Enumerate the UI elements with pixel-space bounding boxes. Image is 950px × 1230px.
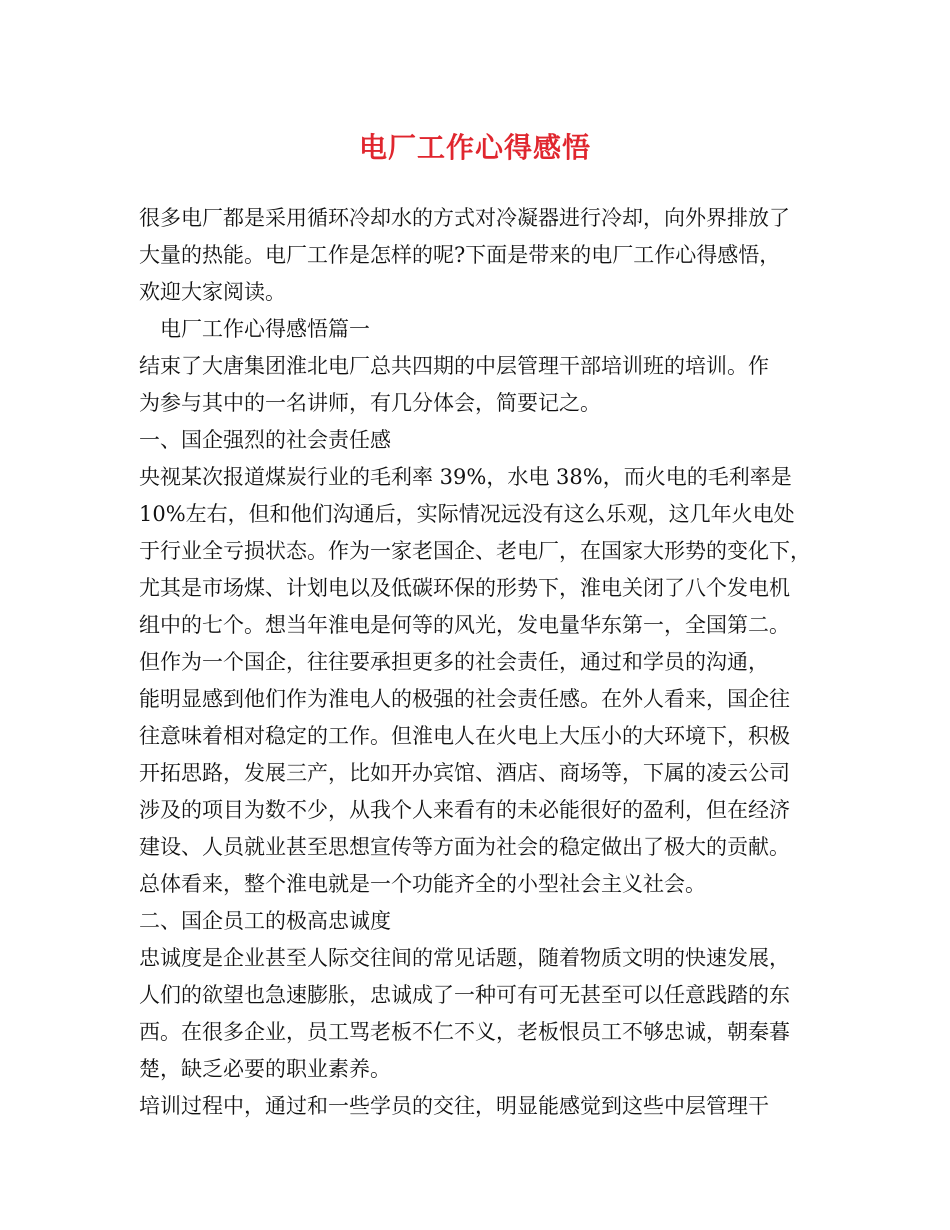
text-line: 但作为一个国企，往往要承担更多的社会责任，通过和学员的沟通，	[139, 650, 769, 674]
text-line: 往意味着相对稳定的工作。但淮电人在火电上大压小的大环境下，积极	[139, 724, 790, 748]
text-line: 能明显感到他们作为淮电人的极强的社会责任感。在外人看来，国企往	[139, 687, 790, 711]
text-line: 为参与其中的一名讲师，有几分体会，简要记之。	[139, 391, 601, 415]
document-title: 电厂工作心得感悟	[358, 131, 591, 164]
text-line: 10%左右，但和他们沟通后，实际情况远没有这么乐观，这几年火电处	[139, 502, 795, 526]
text-line: 央视某次报道煤炭行业的毛利率 39%，水电 38%，而火电的毛利率是	[139, 465, 792, 489]
text-line: 人们的欲望也急速膨胀，忠诚成了一种可有可无甚至可以任意践踏的东	[139, 983, 790, 1007]
section-heading: 二、国企员工的极高忠诚度	[139, 909, 391, 933]
text-line: 楚，缺乏必要的职业素养。	[139, 1057, 391, 1081]
text-line: 尤其是市场煤、计划电以及低碳环保的形势下，淮电关闭了八个发电机	[139, 576, 790, 600]
text-line: 涉及的项目为数不少，从我个人来看有的未必能很好的盈利，但在经济	[139, 798, 790, 822]
text-line: 大量的热能。电厂工作是怎样的呢?下面是带来的电厂工作心得感悟，	[139, 243, 781, 267]
text-line: 建设、人员就业甚至思想宣传等方面为社会的稳定做出了极大的贡献。	[139, 835, 790, 859]
document-body	[139, 200, 829, 1125]
text-line: 培训过程中，通过和一些学员的交往，明显能感觉到这些中层管理干	[139, 1094, 769, 1118]
section-heading: 电厂工作心得感悟篇一	[139, 317, 370, 341]
text-line: 开拓思路，发展三产，比如开办宾馆、酒店、商场等，下属的凌云公司	[139, 761, 790, 785]
text-line: 于行业全亏损状态。作为一家老国企、老电厂，在国家大形势的变化下，	[139, 539, 811, 563]
text-line: 组中的七个。想当年淮电是何等的风光，发电量华东第一，全国第二。	[139, 613, 790, 637]
text-line: 总体看来，整个淮电就是一个功能齐全的小型社会主义社会。	[139, 872, 706, 896]
text-line: 欢迎大家阅读。	[139, 280, 286, 304]
text-line: 很多电厂都是采用循环冷却水的方式对冷凝器进行冷却，向外界排放了	[139, 206, 790, 230]
section-heading: 一、国企强烈的社会责任感	[139, 428, 391, 452]
text-line: 西。在很多企业，员工骂老板不仁不义，老板恨员工不够忠诚，朝秦暮	[139, 1020, 790, 1044]
text-line: 结束了大唐集团淮北电厂总共四期的中层管理干部培训班的培训。作	[139, 354, 769, 378]
text-line: 忠诚度是企业甚至人际交往间的常见话题，随着物质文明的快速发展，	[139, 946, 790, 970]
